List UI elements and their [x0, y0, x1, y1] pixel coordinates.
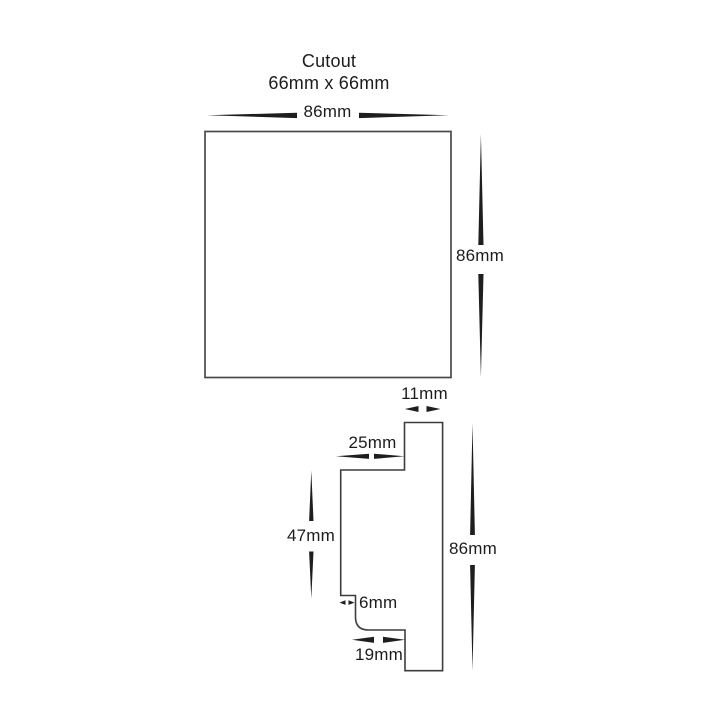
side-left-face-dimension-label: 47mm — [286, 526, 336, 545]
diagram-title: Cutout — [301, 51, 357, 71]
side-notch-dimension-arrows — [340, 600, 355, 605]
side-top-tab-dimension-arrows — [405, 406, 441, 412]
side-upper-step-dimension-arrows — [336, 454, 405, 459]
front-height-dimension-label: 86mm — [455, 246, 505, 265]
dim-arrow-right — [349, 600, 355, 605]
front-width-dimension-label: 86mm — [303, 102, 352, 121]
dim-arrow-up — [309, 471, 313, 522]
side-bottom-step-dimension-arrows — [352, 637, 405, 643]
front-view-square-outline — [205, 132, 451, 378]
side-bottom-step-dimension-label: 19mm — [354, 645, 404, 664]
dim-arrow-left — [207, 113, 297, 118]
dim-arrow-down — [470, 565, 475, 671]
dim-arrow-left — [340, 600, 346, 605]
side-upper-step-dimension-label: 25mm — [348, 433, 397, 452]
dim-arrow-down — [478, 274, 483, 377]
side-view-profile-outline — [341, 423, 443, 671]
dim-arrow-up — [478, 134, 483, 245]
side-top-tab-dimension-label: 11mm — [401, 384, 448, 403]
dim-arrow-right — [374, 454, 405, 459]
dim-arrow-right — [359, 113, 449, 118]
dim-arrow-left — [352, 637, 374, 643]
dim-arrow-right — [427, 406, 441, 412]
side-overall-height-dimension-label: 86mm — [448, 539, 498, 558]
diagram-subtitle-cutout-size: 66mm x 66mm — [268, 73, 390, 93]
dim-arrow-up — [470, 423, 475, 535]
side-notch-dimension-label: 6mm — [359, 593, 398, 612]
dim-arrow-left — [336, 454, 369, 459]
dim-arrow-down — [309, 552, 313, 599]
dim-arrow-left — [405, 406, 419, 412]
dim-arrow-right — [383, 637, 405, 643]
